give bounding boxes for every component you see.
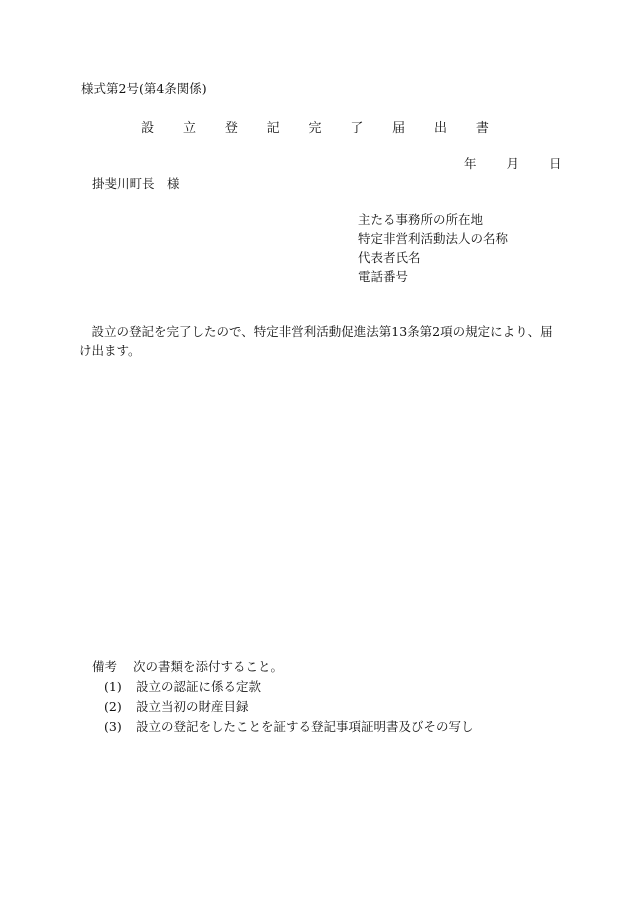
applicant-block <box>358 210 508 286</box>
remarks-item <box>92 717 474 737</box>
field-phone-number-label: 電話番号 <box>358 269 409 284</box>
field-office-address-label: 主たる事務所の所在地 <box>358 212 484 227</box>
date-year-label: 年 <box>464 156 477 171</box>
addressee: 掛斐川町長 様 <box>92 176 180 191</box>
remarks-item <box>92 697 474 717</box>
remarks-item-text: 設立当初の財産目録 <box>135 699 249 714</box>
remarks-item-number: (2) <box>104 699 122 714</box>
date-line <box>464 155 562 173</box>
form-number: 様式第2号(第4条関係) <box>81 81 207 96</box>
body-paragraph: 設立の登記を完了したので、特定非営利活動促進法第13条第2項の規定により、届け出ます。 <box>79 324 553 358</box>
remarks-item <box>92 677 474 697</box>
remarks-item-number: (1) <box>104 679 122 694</box>
date-day-label: 日 <box>549 156 562 171</box>
date-month-label: 月 <box>506 156 520 171</box>
remarks-item-text: 設立の認証に係る定款 <box>135 679 261 694</box>
remarks-label: 備考 <box>92 659 118 674</box>
remarks-intro: 次の書類を添付すること。 <box>133 659 284 674</box>
remarks-item-number: (3) <box>104 719 122 734</box>
field-corporation-name-label: 特定非営利活動法人の名称 <box>358 231 509 246</box>
remarks-heading <box>92 657 474 677</box>
document-title: 設 立 登 記 完 了 届 出 書 <box>141 121 502 136</box>
field-representative-name-label: 代表者氏名 <box>358 250 421 265</box>
remarks-item-text: 設立の登記をしたことを証する登記事項証明書及びその写し <box>135 719 474 734</box>
remarks-section <box>92 657 474 737</box>
